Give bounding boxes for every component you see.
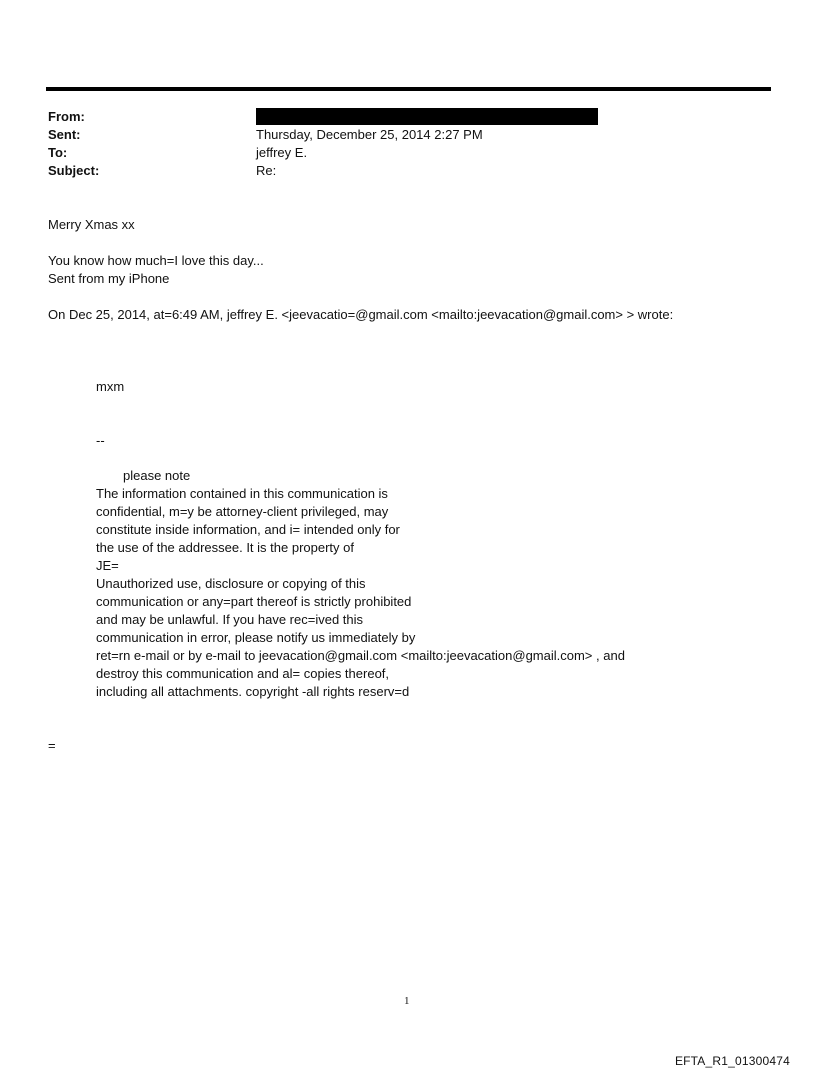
to-row [48,144,768,162]
disclaimer-line: the use of the addressee. It is the property of [96,540,354,555]
page-number: 1 [404,995,410,1007]
note-title: please note [123,468,191,483]
disclaimer-line: and may be unlawful. If you have rec=ived this [96,612,364,627]
from-label: From: [48,109,85,124]
subject-label: Subject: [48,163,100,178]
header-rule [46,87,771,91]
disclaimer-line: JE= [96,558,119,573]
greeting: Merry Xmas xx [48,217,135,232]
bates-stamp: EFTA_R1_01300474 [674,1054,790,1068]
sent-value: Thursday, December 25, 2014 2:27 PM [256,127,483,142]
quoted-text: mxm [96,379,125,394]
disclaimer-line: destroy this communication and al= copies thereof, [96,666,390,681]
to-label: To: [48,145,68,160]
sent-label: Sent: [48,127,81,142]
disclaimer-line: The information contained in this communication is [96,486,388,501]
trailer-mark: = [48,738,56,753]
subject-value: Re: [256,163,277,178]
body-line-1: You know how much=I love this day... [48,253,264,268]
sent-row [48,126,768,144]
disclaimer-line: including all attachments. copyright -all rights reserv=d [96,684,410,699]
from-row [48,108,768,126]
disclaimer-line: constitute inside information, and i= intended only for [96,522,400,537]
quote-intro: On Dec 25, 2014, at=6:49 AM, jeffrey E. <jeevacatio=@gmail.com <mailto:jeevacation@gmail.com> > wrote: [48,307,674,322]
signature-separator: -- [96,433,105,448]
email-header [48,108,768,180]
disclaimer-line: Unauthorized use, disclosure or copying of this [96,576,366,591]
disclaimer-line: communication or any=part thereof is strictly prohibited [96,594,412,609]
subject-row [48,162,768,180]
from-value-redacted [256,108,598,126]
disclaimer-line: confidential, m=y be attorney-client privileged, may [96,504,389,519]
disclaimer-line: ret=rn e-mail or by e-mail to jeevacation@gmail.com <mailto:jeevacation@gmail.com> , and [96,648,625,663]
to-value: jeffrey E. [256,145,308,160]
redaction-bar [256,108,598,125]
body-line-2: Sent from my iPhone [48,271,170,286]
disclaimer-line: communication in error, please notify us immediately by [96,630,416,645]
